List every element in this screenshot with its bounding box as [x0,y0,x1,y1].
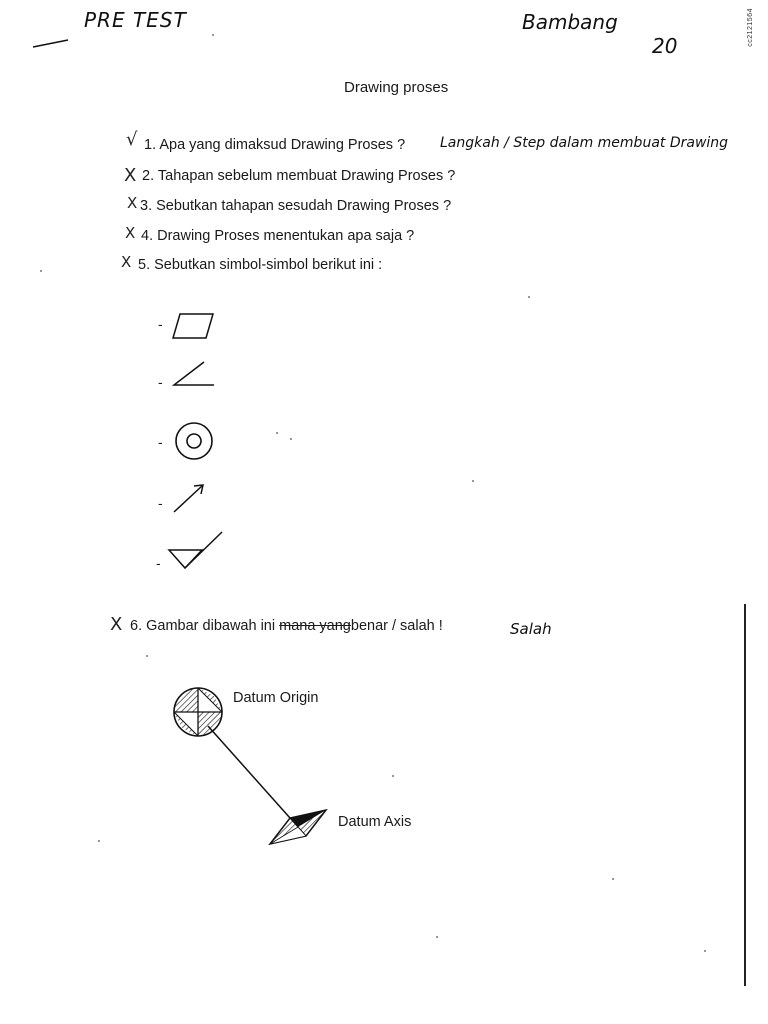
symbol-dash: - [158,316,163,332]
question-3 [140,198,451,214]
question-1 [144,137,405,153]
question-number: 6. [130,618,143,634]
question-text: Sebutkan tahapan sesudah Drawing Proses ? [156,198,452,214]
scan-speck [40,270,42,272]
symbol-dash: - [158,374,163,390]
question-number: 2. [142,168,155,184]
question-text: Apa yang dimaksud Drawing Proses ? [159,137,406,153]
scan-speck [704,950,706,952]
score-value: 20 [652,34,678,58]
symbol-dash: - [158,495,163,511]
question-number: 3. [140,198,153,214]
cross-mark-icon: X [127,194,138,212]
cross-mark-icon: X [121,253,132,271]
scan-speck [98,840,100,842]
scan-speck [612,878,614,880]
pre-test-label: PRE TEST [84,8,187,32]
question-text: Drawing Proses menentukan apa saja ? [157,228,415,244]
datum-axis-label: Datum Axis [338,814,412,830]
arrow-symbol-icon [170,480,210,516]
scan-edge-line [744,604,746,986]
question-text: Tahapan sebelum membuat Drawing Proses ? [157,168,456,184]
scan-speck [276,432,278,434]
cross-mark-icon: X [125,224,136,242]
question-2 [142,168,455,184]
symbol-dash: - [158,434,163,450]
scan-speck [392,775,394,777]
question-text-before: Gambar dibawah ini [146,618,276,634]
symbol-dash: - [156,555,161,571]
parallelogram-symbol-icon [170,310,216,342]
question-5 [138,257,382,273]
question-number: 1. [144,137,157,153]
question-6 [130,618,443,634]
triangle-check-symbol-icon [166,528,226,572]
datum-axis-icon [270,810,326,844]
check-mark-icon: √ [126,129,138,150]
scan-speck [436,936,438,938]
answer-1-handwritten: Langkah / Step dalam membuat Drawing [440,135,729,151]
document-serial: cc2121564 [747,8,754,47]
datum-origin-icon [174,688,222,736]
scan-speck [472,480,474,482]
struck-text: mana yang [279,618,351,634]
page-title: Drawing proses [344,79,449,96]
angle-symbol-icon [170,358,216,390]
scan-speck [146,655,148,657]
concentric-circles-symbol-icon [172,420,216,462]
cross-mark-icon: X [124,165,137,186]
scan-speck [290,438,292,440]
question-4 [141,228,414,244]
answer-6-handwritten: Salah [510,620,552,638]
connector-line [208,726,290,818]
scan-speck [212,34,214,36]
question-text-after: benar / salah ! [350,618,443,634]
cross-mark-icon: X [110,614,123,635]
dash-mark-icon [30,36,72,52]
scan-speck [528,296,530,298]
question-text: Sebutkan simbol-simbol berikut ini : [154,257,383,273]
student-name: Bambang [522,10,618,34]
datum-origin-label: Datum Origin [233,690,319,706]
question-number: 5. [138,257,151,273]
question-number: 4. [141,228,154,244]
